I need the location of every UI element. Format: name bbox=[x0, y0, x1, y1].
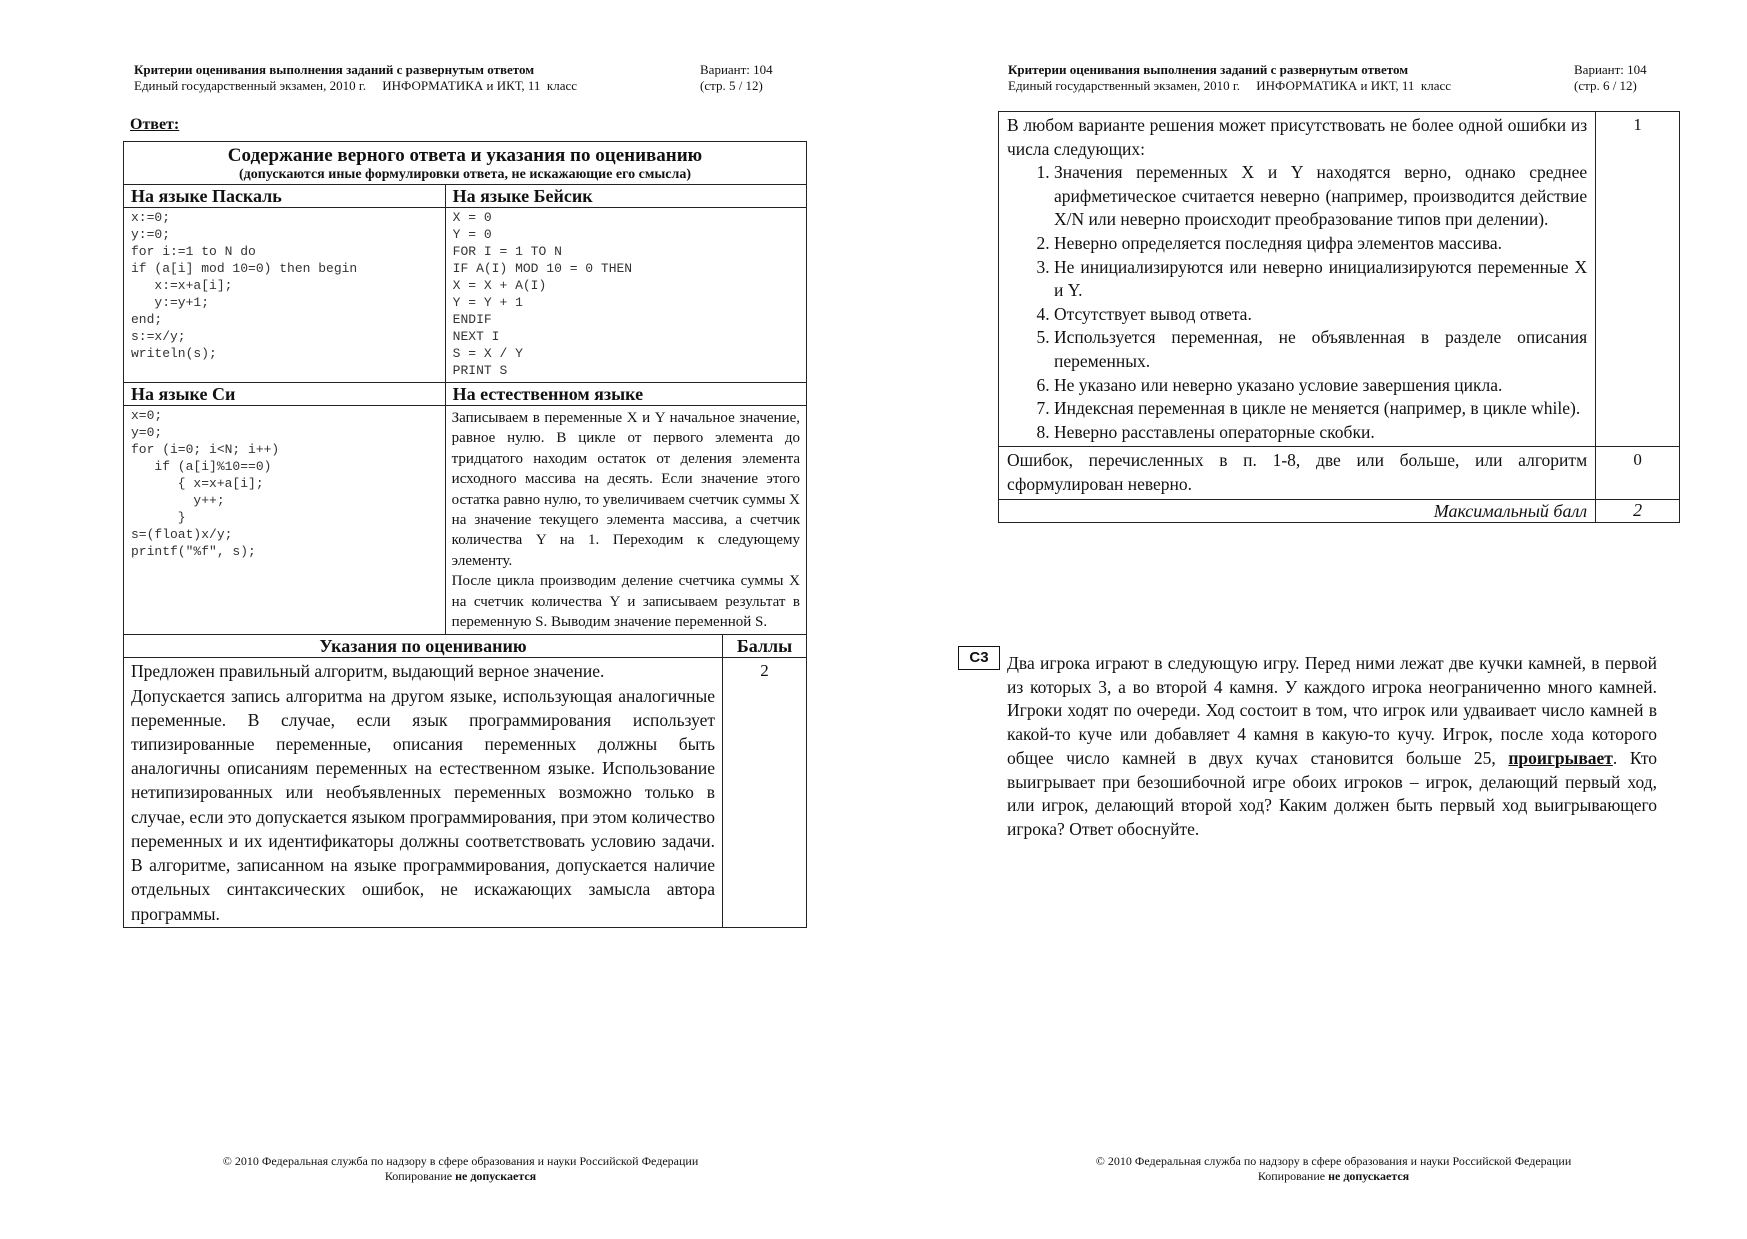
page-number: (стр. 6 / 12) bbox=[1574, 78, 1637, 93]
footer-copy-text: Копирование bbox=[1257, 1169, 1329, 1183]
zero-criteria: Ошибок, перечисленных в п. 1-8, две или больше, или алгоритм сформулирован неверно. bbox=[999, 447, 1596, 499]
score-2: 2 bbox=[723, 658, 807, 927]
footer-copy-bold: не допускается bbox=[455, 1169, 537, 1183]
footer-copy-note bbox=[124, 1169, 797, 1184]
instruction-text-2: Допускается запись алгоритма на другом языке, использующая аналогичные переменные. В случае, если язык программирования использует типизированные переменные, описания переменных должны быть аналогичны описаниям переменных на естественном языке. Использование нетипизированных или необъявленных переменных возможно только в случае, если это допускается языком программирования, при этом количество переменных и их идентификаторы должны соответствовать условию задачи. В алгоритме, записанном на языке программирования, допускается наличие отдельных синтаксических ошибок, не искажающих замысла автора программы. bbox=[131, 685, 716, 924]
task-c3-text bbox=[1007, 652, 1657, 842]
list-item: 5. Используется переменная, не объявленная в разделе описания переменных. bbox=[1054, 326, 1587, 373]
answer-caption-cell bbox=[124, 142, 807, 185]
variant-label: Вариант: 104 bbox=[1574, 62, 1647, 77]
variant-label: Вариант: 104 bbox=[700, 62, 773, 77]
answer-caption-note: (допускаются иные формулировки ответа, не искажающие его смысла) bbox=[238, 167, 692, 182]
pascal-label: На языке Паскаль bbox=[124, 185, 446, 208]
natural-label: На естественном языке bbox=[445, 383, 806, 406]
error-list bbox=[1007, 161, 1587, 444]
page-footer bbox=[997, 1154, 1670, 1184]
criteria-intro: В любом варианте решения может присутствовать не более одной ошибки из числа следующих: bbox=[1007, 115, 1588, 159]
score-0: 0 bbox=[1596, 447, 1680, 499]
natural-text-2: После цикла производим деление счетчика суммы X на счетчик количества Y и записываем результат в переменную S. Выводим значение переменной S. bbox=[451, 573, 800, 631]
points-label: Баллы bbox=[723, 635, 807, 658]
basic-cell bbox=[445, 208, 806, 383]
max-score-value: 2 bbox=[1596, 499, 1680, 522]
task-c3-text-b: . Кто выигрывает при безошибочной игре обоих игроков – игрок, делающий первый ход, или игрок, делающий второй ход? Каким должен быть первый ход выигрывающего игрока? Ответ обоснуйте. bbox=[1007, 747, 1657, 839]
answer-table bbox=[123, 141, 807, 928]
score-1: 1 bbox=[1596, 112, 1680, 447]
page-number: (стр. 5 / 12) bbox=[700, 78, 763, 93]
footer-copyright: © 2010 Федеральная служба по надзору в сфере образования и науки Российской Федерации bbox=[1095, 1154, 1572, 1168]
header-title: Критерии оценивания выполнения заданий с развернутым ответом bbox=[134, 62, 535, 77]
footer-copy-bold: не допускается bbox=[1328, 1169, 1410, 1183]
basic-code: X = 0 Y = 0 FOR I = 1 TO N IF A(I) MOD 10 = 0 THEN X = X + A(I) Y = Y + 1 ENDIF NEXT I S = X / Y PRINT S bbox=[452, 210, 633, 378]
criteria-table bbox=[998, 111, 1680, 523]
header-subtitle: Единый государственный экзамен, 2010 г. ИНФОРМАТИКА и ИКТ, 11 класс bbox=[1008, 78, 1452, 93]
instruction-text-1: Предложен правильный алгоритм, выдающий верное значение. bbox=[131, 661, 605, 682]
list-item: 7. Индексная переменная в цикле не меняется (например, в цикле while). bbox=[1054, 397, 1587, 421]
list-item: 2. Неверно определяется последняя цифра элементов массива. bbox=[1054, 232, 1587, 256]
left-page bbox=[0, 0, 873, 1239]
pascal-code: x:=0; y:=0; for i:=1 to N do if (a[i] mod 10=0) then begin x:=x+a[i]; y:=y+1; end; s:=x/y; writeln(s); bbox=[131, 210, 358, 361]
footer-copy-note bbox=[997, 1169, 1670, 1184]
right-page bbox=[873, 0, 1746, 1239]
list-item: 6. Не указано или неверно указано условие завершения цикла. bbox=[1054, 374, 1587, 398]
header-title: Критерии оценивания выполнения заданий с развернутым ответом bbox=[1008, 62, 1409, 77]
list-item: 8. Неверно расставлены операторные скобки. bbox=[1054, 421, 1587, 445]
task-c3-label: C3 bbox=[958, 646, 1000, 670]
page-header bbox=[1008, 62, 1680, 94]
answer-label: Ответ: bbox=[130, 116, 180, 133]
basic-label: На языке Бейсик bbox=[445, 185, 806, 208]
variant-block bbox=[1574, 62, 1647, 94]
c-code: x=0; y=0; for (i=0; i<N; i++) if (a[i]%10==0) { x=x+a[i]; y++; } s=(float)x/y; printf("%f", s); bbox=[131, 408, 280, 559]
max-score-label: Максимальный балл bbox=[999, 499, 1596, 522]
task-c3-loses: проигрывает bbox=[1508, 747, 1613, 768]
answer-caption: Содержание верного ответа и указания по оцениванию bbox=[227, 145, 703, 166]
pascal-cell bbox=[124, 208, 446, 383]
c-label: На языке Си bbox=[124, 383, 446, 406]
instructions-cell bbox=[124, 658, 723, 927]
criteria-cell bbox=[999, 112, 1596, 447]
task-c3-text-a: Два игрока играют в следующую игру. Перед ними лежат две кучки камней, в первой из которых 3, а во второй 4 камня. У каждого игрока неограниченно много камней. Игроки ходят по очереди. Ход состоит в том, что игрок или удваивает число камней в какой-то куче или добавляет 4 камня в какую-то кучу. Игрок, после хода которого общее число камней в двух кучах становится больше 25, bbox=[1007, 653, 1657, 768]
page-header bbox=[134, 62, 806, 94]
c-cell bbox=[124, 406, 446, 635]
instructions-label: Указания по оцениванию bbox=[124, 635, 723, 658]
footer-copyright: © 2010 Федеральная служба по надзору в сфере образования и науки Российской Федерации bbox=[222, 1154, 699, 1168]
list-item: 1. Значения переменных X и Y находятся верно, однако среднее арифметическое считается неверно (например, производится действие X/N или неверно происходит преобразование типов при делении). bbox=[1054, 161, 1587, 232]
natural-cell bbox=[445, 406, 806, 635]
header-subtitle: Единый государственный экзамен, 2010 г. ИНФОРМАТИКА и ИКТ, 11 класс bbox=[134, 78, 578, 93]
list-item: 4. Отсутствует вывод ответа. bbox=[1054, 303, 1587, 327]
list-item: 3. Не инициализируются или неверно инициализируются переменные X и Y. bbox=[1054, 256, 1587, 303]
page-footer bbox=[124, 1154, 797, 1184]
variant-block bbox=[700, 62, 773, 94]
footer-copy-text: Копирование bbox=[384, 1169, 456, 1183]
natural-text-1: Записываем в переменные X и Y начальное значение, равное нулю. В цикле от первого элемента до тридцатого находим остаток от деления элемента исходного массива на десять. Если значение этого остатка равно нулю, то увеличиваем счетчик суммы X на значение текущего элемента массива, а счетчик количества Y на 1. Переходим к следующему элементу. bbox=[451, 410, 800, 569]
